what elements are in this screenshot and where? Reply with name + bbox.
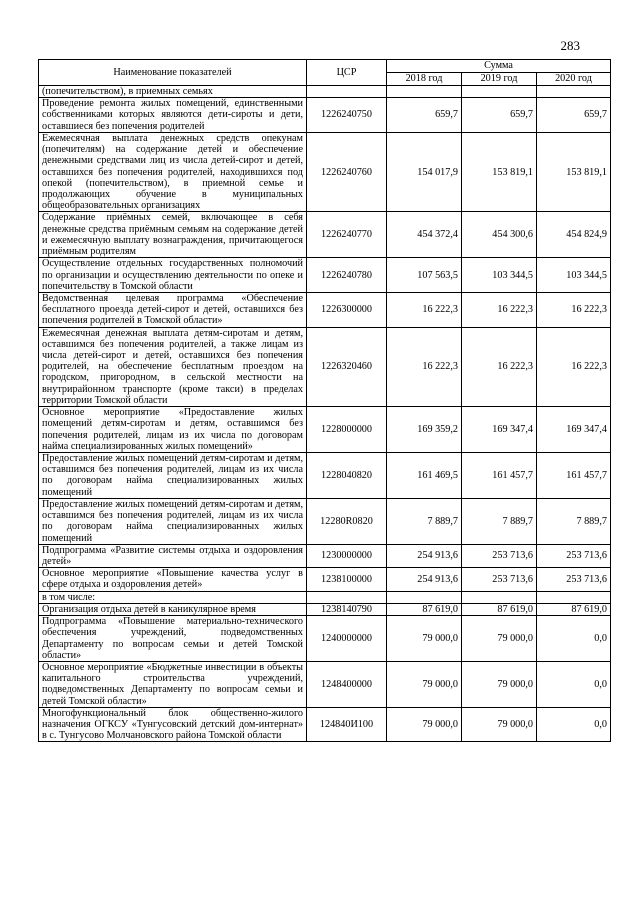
row-name-cell: Основное мероприятие «Бюджетные инвестиции в объекты капитального строительства учреждений, подведомственных Департаменту по вопросам семьи и детей Томской области» <box>39 661 307 707</box>
table-row <box>39 603 611 615</box>
column-header-csr: ЦСР <box>307 60 387 86</box>
row-value-2020: 87 619,0 <box>537 603 611 615</box>
table-row <box>39 327 611 407</box>
row-name-cell: Предоставление жилых помещений детям-сиротам и детям, оставшимся без попечения родителей, лицам из их числа по договорам найма специализированных жилых помещений <box>39 498 307 544</box>
row-value-2018: 7 889,7 <box>387 498 462 544</box>
column-header-2020: 2020 год <box>537 73 611 86</box>
row-csr-cell: 1248400000 <box>307 661 387 707</box>
row-name-cell: Содержание приёмных семей, включающее в себя денежные средства приёмным семьям на содержание детей и ежемесячную выплату вознаграждения, причитающегося приёмным родителям <box>39 212 307 258</box>
row-csr-cell <box>307 591 387 603</box>
table-row <box>39 98 611 133</box>
row-csr-cell: 124840И100 <box>307 707 387 742</box>
row-value-2020: 153 819,1 <box>537 132 611 212</box>
row-value-2019: 659,7 <box>462 98 537 133</box>
column-header-sum: Сумма <box>387 60 611 73</box>
table-row <box>39 498 611 544</box>
row-value-2019: 253 713,6 <box>462 568 537 591</box>
row-value-2018: 16 222,3 <box>387 292 462 327</box>
row-value-2018: 107 563,5 <box>387 258 462 293</box>
row-csr-cell: 12280R0820 <box>307 498 387 544</box>
row-value-2020: 7 889,7 <box>537 498 611 544</box>
row-value-2019: 16 222,3 <box>462 292 537 327</box>
row-name-cell: Основное мероприятие «Предоставление жилых помещений детям-сиротам и детям, оставшимся без попечения родителей, лицам из их числа по договорам найма специализированных жилых помещений» <box>39 407 307 453</box>
row-value-2019: 79 000,0 <box>462 616 537 662</box>
row-csr-cell: 1238140790 <box>307 603 387 615</box>
row-value-2020: 659,7 <box>537 98 611 133</box>
row-value-2019: 169 347,4 <box>462 407 537 453</box>
column-header-2019: 2019 год <box>462 73 537 86</box>
budget-table <box>38 59 611 742</box>
table-row <box>39 258 611 293</box>
row-csr-cell <box>307 86 387 98</box>
row-csr-cell: 1238100000 <box>307 568 387 591</box>
row-csr-cell: 1226300000 <box>307 292 387 327</box>
row-value-2018: 79 000,0 <box>387 616 462 662</box>
row-name-cell: Ежемесячная выплата денежных средств опекунам (попечителям) на содержание детей и обеспечение денежными средствами лиц из числа детей-сирот и детей, оставшихся без попечения родителей, находившихся под опекой (попечительством), в приемной семье и продолжающих обучение в муниципальных общеобразовательных организациях <box>39 132 307 212</box>
row-value-2019: 79 000,0 <box>462 661 537 707</box>
row-csr-cell: 1226240760 <box>307 132 387 212</box>
row-name-cell: (попечительством), в приемных семьях <box>39 86 307 98</box>
row-value-2019: 153 819,1 <box>462 132 537 212</box>
row-value-2018 <box>387 591 462 603</box>
row-value-2019: 161 457,7 <box>462 453 537 499</box>
row-value-2018: 154 017,9 <box>387 132 462 212</box>
row-name-cell: Многофункциональный блок общественно-жилого назначения ОГКСУ «Тунгусовский детский дом-интернат» в с. Тунгусово Молчановского района Томской области <box>39 707 307 742</box>
row-csr-cell: 1228040820 <box>307 453 387 499</box>
row-csr-cell: 1226240780 <box>307 258 387 293</box>
table-row <box>39 212 611 258</box>
table-row <box>39 591 611 603</box>
table-row <box>39 86 611 98</box>
row-value-2020 <box>537 591 611 603</box>
row-name-cell: Ежемесячная денежная выплата детям-сиротам и детям, оставшимся без попечения родителей, а также лицам из числа детей-сирот и детей, оставшихся без попечения родителей, на обеспечение бесплатным проездом на городском, пригородном, в сельской местности на внутрирайонном транспорте (кроме такси) в пределах территории Томской области <box>39 327 307 407</box>
table-row <box>39 292 611 327</box>
table-row <box>39 132 611 212</box>
row-csr-cell: 1230000000 <box>307 544 387 567</box>
row-name-cell: Подпрограмма «Развитие системы отдыха и оздоровления детей» <box>39 544 307 567</box>
table-header <box>39 60 611 86</box>
row-value-2020: 253 713,6 <box>537 544 611 567</box>
row-value-2019: 16 222,3 <box>462 327 537 407</box>
table-row <box>39 661 611 707</box>
column-header-name: Наименование показателей <box>39 60 307 86</box>
row-value-2019: 87 619,0 <box>462 603 537 615</box>
row-name-cell: Организация отдыха детей в каникулярное время <box>39 603 307 615</box>
row-value-2018: 16 222,3 <box>387 327 462 407</box>
row-value-2018: 169 359,2 <box>387 407 462 453</box>
table-body <box>39 86 611 742</box>
table-row <box>39 568 611 591</box>
row-value-2020: 169 347,4 <box>537 407 611 453</box>
row-value-2018: 87 619,0 <box>387 603 462 615</box>
row-value-2019: 454 300,6 <box>462 212 537 258</box>
row-value-2020: 161 457,7 <box>537 453 611 499</box>
row-value-2020: 0,0 <box>537 616 611 662</box>
row-value-2020: 16 222,3 <box>537 292 611 327</box>
row-value-2019 <box>462 86 537 98</box>
row-value-2019: 7 889,7 <box>462 498 537 544</box>
row-name-cell: Основное мероприятие «Повышение качества услуг в сфере отдыха и оздоровления детей» <box>39 568 307 591</box>
page-number: 283 <box>560 38 580 53</box>
row-value-2018: 454 372,4 <box>387 212 462 258</box>
row-value-2020: 103 344,5 <box>537 258 611 293</box>
table-row <box>39 707 611 742</box>
table-row <box>39 407 611 453</box>
table-row <box>39 544 611 567</box>
row-value-2020: 454 824,9 <box>537 212 611 258</box>
row-csr-cell: 1226320460 <box>307 327 387 407</box>
row-value-2019: 253 713,6 <box>462 544 537 567</box>
row-value-2020: 0,0 <box>537 707 611 742</box>
row-name-cell: Проведение ремонта жилых помещений, единственными собственниками которых являются дети-сироты и дети, оставшиеся без попечения родителей <box>39 98 307 133</box>
row-value-2020: 253 713,6 <box>537 568 611 591</box>
row-value-2019: 79 000,0 <box>462 707 537 742</box>
row-value-2019 <box>462 591 537 603</box>
table-row <box>39 616 611 662</box>
row-name-cell: Осуществление отдельных государственных полномочий по организации и осуществлению деятельности по опеке и попечительству в Томской области <box>39 258 307 293</box>
row-csr-cell: 1226240770 <box>307 212 387 258</box>
row-name-cell: Предоставление жилых помещений детям-сиротам и детям, оставшимся без попечения родителей, лицам из их числа по договорам найма специализированных жилых помещений <box>39 453 307 499</box>
row-name-cell: Подпрограмма «Повышение материально-технического обеспечения учреждений, подведомственных Департаменту по вопросам семьи и детей Томской области» <box>39 616 307 662</box>
row-value-2018: 254 913,6 <box>387 568 462 591</box>
row-csr-cell: 1228000000 <box>307 407 387 453</box>
row-value-2018: 254 913,6 <box>387 544 462 567</box>
row-value-2018: 161 469,5 <box>387 453 462 499</box>
row-value-2020: 0,0 <box>537 661 611 707</box>
row-csr-cell: 1226240750 <box>307 98 387 133</box>
row-value-2018: 79 000,0 <box>387 707 462 742</box>
row-value-2020 <box>537 86 611 98</box>
row-name-cell: Ведомственная целевая программа «Обеспечение бесплатного проезда детей-сирот и детей, оставшихся без попечения родителей в Томской области» <box>39 292 307 327</box>
column-header-2018: 2018 год <box>387 73 462 86</box>
row-value-2018 <box>387 86 462 98</box>
table-row <box>39 453 611 499</box>
row-value-2018: 79 000,0 <box>387 661 462 707</box>
row-value-2018: 659,7 <box>387 98 462 133</box>
row-csr-cell: 1240000000 <box>307 616 387 662</box>
row-value-2019: 103 344,5 <box>462 258 537 293</box>
row-name-cell: в том числе: <box>39 591 307 603</box>
row-value-2020: 16 222,3 <box>537 327 611 407</box>
